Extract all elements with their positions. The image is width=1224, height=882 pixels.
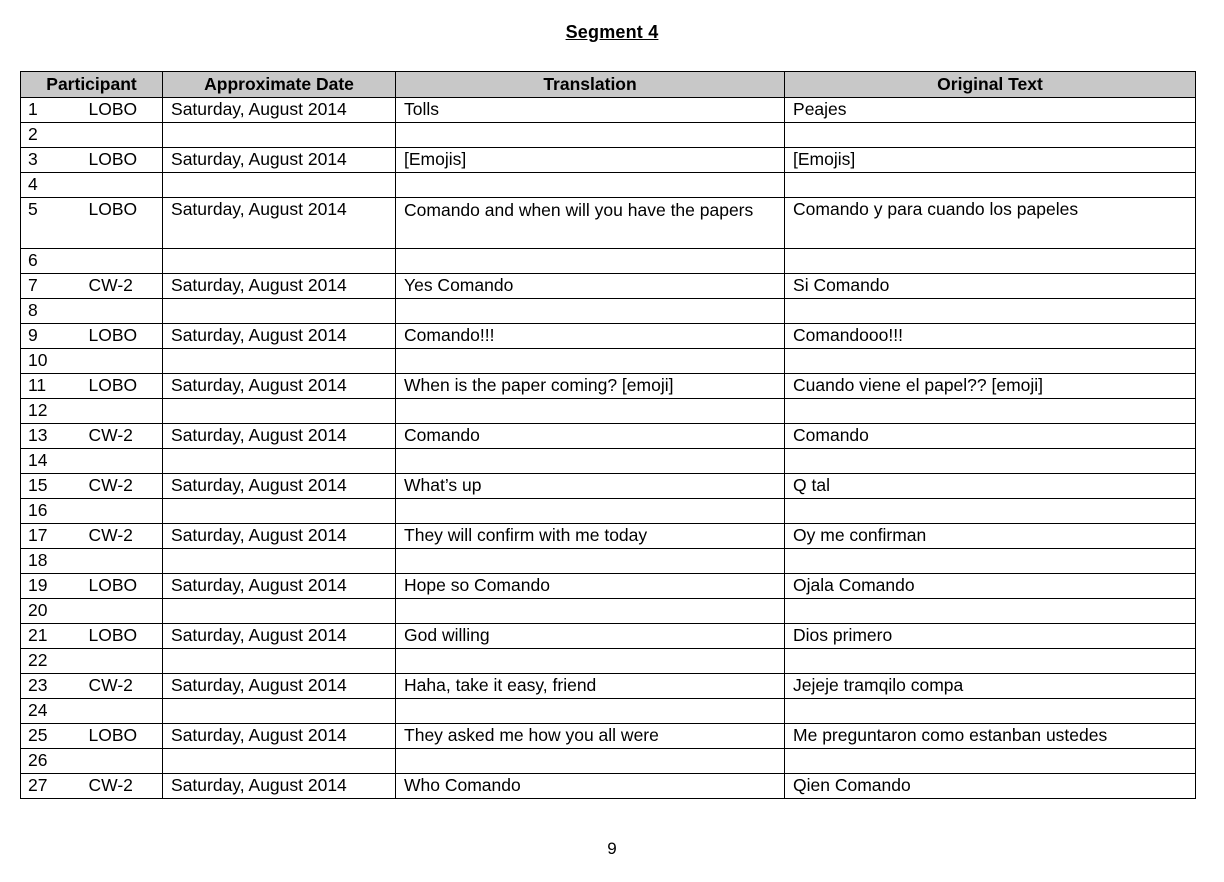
participant-cell (81, 249, 163, 274)
row-number: 3 (21, 148, 81, 173)
participant-cell (81, 599, 163, 624)
participant-cell (81, 699, 163, 724)
original-text-cell (785, 549, 1196, 574)
translation-cell (396, 299, 785, 324)
date-cell (163, 249, 396, 274)
participant-cell: LOBO (81, 724, 163, 749)
header-translation: Translation (396, 72, 785, 98)
row-number: 6 (21, 249, 81, 274)
original-text-cell: Si Comando (785, 274, 1196, 299)
row-number: 14 (21, 449, 81, 474)
row-number: 23 (21, 674, 81, 699)
transcript-table (20, 71, 1196, 799)
table-row (21, 774, 1196, 799)
row-number: 21 (21, 624, 81, 649)
translation-cell: [Emojis] (396, 148, 785, 173)
row-number: 25 (21, 724, 81, 749)
table-row (21, 249, 1196, 274)
participant-cell: CW-2 (81, 774, 163, 799)
row-number: 24 (21, 699, 81, 724)
date-cell (163, 123, 396, 148)
table-row (21, 449, 1196, 474)
original-text-cell (785, 699, 1196, 724)
original-text-cell (785, 749, 1196, 774)
table-row (21, 649, 1196, 674)
table-row (21, 98, 1196, 123)
participant-cell: LOBO (81, 574, 163, 599)
translation-cell (396, 249, 785, 274)
row-number: 15 (21, 474, 81, 499)
original-text-cell (785, 299, 1196, 324)
row-number: 10 (21, 349, 81, 374)
date-cell: Saturday, August 2014 (163, 148, 396, 173)
original-text-cell: Comandooo!!! (785, 324, 1196, 349)
original-text-cell: Qien Comando (785, 774, 1196, 799)
participant-cell: CW-2 (81, 524, 163, 549)
date-cell: Saturday, August 2014 (163, 574, 396, 599)
original-text-cell (785, 499, 1196, 524)
table-row (21, 324, 1196, 349)
translation-cell: Who Comando (396, 774, 785, 799)
header-approximate-date: Approximate Date (163, 72, 396, 98)
row-number: 2 (21, 123, 81, 148)
row-number: 26 (21, 749, 81, 774)
date-cell (163, 549, 396, 574)
translation-cell (396, 599, 785, 624)
original-text-cell: [Emojis] (785, 148, 1196, 173)
date-cell (163, 399, 396, 424)
table-row (21, 299, 1196, 324)
table-row (21, 599, 1196, 624)
original-text-cell: Comando (785, 424, 1196, 449)
header-row (21, 72, 1196, 98)
original-text-cell: Dios primero (785, 624, 1196, 649)
date-cell (163, 599, 396, 624)
row-number: 9 (21, 324, 81, 349)
table-row (21, 499, 1196, 524)
row-number: 4 (21, 173, 81, 198)
original-text-cell: Jejeje tramqilo compa (785, 674, 1196, 699)
date-cell (163, 699, 396, 724)
date-cell: Saturday, August 2014 (163, 374, 396, 399)
original-text-cell: Comando y para cuando los papeles (785, 198, 1196, 249)
date-cell (163, 749, 396, 774)
date-cell (163, 649, 396, 674)
date-cell: Saturday, August 2014 (163, 674, 396, 699)
participant-cell: LOBO (81, 324, 163, 349)
row-number: 8 (21, 299, 81, 324)
row-number: 11 (21, 374, 81, 399)
date-cell: Saturday, August 2014 (163, 474, 396, 499)
date-cell: Saturday, August 2014 (163, 624, 396, 649)
translation-cell (396, 449, 785, 474)
date-cell (163, 349, 396, 374)
original-text-cell: Q tal (785, 474, 1196, 499)
participant-cell: CW-2 (81, 674, 163, 699)
participant-cell (81, 299, 163, 324)
participant-cell (81, 749, 163, 774)
translation-cell (396, 699, 785, 724)
page-number: 9 (607, 839, 617, 858)
date-cell: Saturday, August 2014 (163, 524, 396, 549)
original-text-cell (785, 449, 1196, 474)
table-row (21, 148, 1196, 173)
participant-cell: LOBO (81, 624, 163, 649)
participant-cell (81, 123, 163, 148)
row-number: 27 (21, 774, 81, 799)
translation-cell (396, 549, 785, 574)
participant-cell: CW-2 (81, 474, 163, 499)
original-text-cell (785, 173, 1196, 198)
translation-cell: Comando (396, 424, 785, 449)
translation-cell (396, 399, 785, 424)
translation-cell (396, 499, 785, 524)
original-text-cell (785, 249, 1196, 274)
date-cell (163, 299, 396, 324)
row-number: 20 (21, 599, 81, 624)
header-participant: Participant (21, 72, 163, 98)
date-cell: Saturday, August 2014 (163, 424, 396, 449)
date-cell: Saturday, August 2014 (163, 198, 396, 249)
row-number: 19 (21, 574, 81, 599)
table-row (21, 123, 1196, 148)
table-row (21, 524, 1196, 549)
participant-cell (81, 349, 163, 374)
table-row (21, 724, 1196, 749)
row-number: 13 (21, 424, 81, 449)
participant-cell: CW-2 (81, 424, 163, 449)
participant-cell (81, 549, 163, 574)
original-text-cell: Me preguntaron como estanban ustedes (785, 724, 1196, 749)
translation-cell: God willing (396, 624, 785, 649)
table-row (21, 274, 1196, 299)
original-text-cell: Peajes (785, 98, 1196, 123)
date-cell (163, 173, 396, 198)
segment-title: Segment 4 (565, 22, 659, 42)
date-cell (163, 499, 396, 524)
row-number: 16 (21, 499, 81, 524)
translation-cell (396, 123, 785, 148)
translation-cell: They will confirm with me today (396, 524, 785, 549)
table-row (21, 173, 1196, 198)
table-row (21, 624, 1196, 649)
date-cell: Saturday, August 2014 (163, 774, 396, 799)
table-row (21, 374, 1196, 399)
table-row (21, 549, 1196, 574)
table-row (21, 349, 1196, 374)
participant-cell: LOBO (81, 148, 163, 173)
table-row (21, 699, 1196, 724)
participant-cell (81, 173, 163, 198)
translation-cell: Comando!!! (396, 324, 785, 349)
participant-cell: CW-2 (81, 274, 163, 299)
row-number: 5 (21, 198, 81, 249)
original-text-cell (785, 349, 1196, 374)
table-row (21, 749, 1196, 774)
participant-cell (81, 499, 163, 524)
participant-cell (81, 399, 163, 424)
date-cell: Saturday, August 2014 (163, 274, 396, 299)
translation-cell: When is the paper coming? [emoji] (396, 374, 785, 399)
original-text-cell: Ojala Comando (785, 574, 1196, 599)
original-text-cell: Oy me confirman (785, 524, 1196, 549)
translation-cell: What’s up (396, 474, 785, 499)
date-cell: Saturday, August 2014 (163, 98, 396, 123)
translation-cell: Haha, take it easy, friend (396, 674, 785, 699)
translation-cell: Tolls (396, 98, 785, 123)
table-row (21, 674, 1196, 699)
participant-cell (81, 649, 163, 674)
table-row (21, 474, 1196, 499)
row-number: 18 (21, 549, 81, 574)
row-number: 17 (21, 524, 81, 549)
original-text-cell (785, 649, 1196, 674)
table-row (21, 198, 1196, 249)
translation-cell: Yes Comando (396, 274, 785, 299)
table-row (21, 399, 1196, 424)
original-text-cell (785, 599, 1196, 624)
original-text-cell: Cuando viene el papel?? [emoji] (785, 374, 1196, 399)
table-body (21, 98, 1196, 799)
row-number: 7 (21, 274, 81, 299)
date-cell (163, 449, 396, 474)
translation-cell: Comando and when will you have the papers (396, 198, 785, 249)
translation-cell (396, 649, 785, 674)
date-cell: Saturday, August 2014 (163, 324, 396, 349)
participant-cell (81, 449, 163, 474)
table-header (21, 72, 1196, 98)
header-original-text: Original Text (785, 72, 1196, 98)
table-row (21, 574, 1196, 599)
participant-cell: LOBO (81, 198, 163, 249)
row-number: 12 (21, 399, 81, 424)
date-cell: Saturday, August 2014 (163, 724, 396, 749)
translation-cell (396, 173, 785, 198)
original-text-cell (785, 399, 1196, 424)
participant-cell: LOBO (81, 98, 163, 123)
participant-cell: LOBO (81, 374, 163, 399)
translation-cell: They asked me how you all were (396, 724, 785, 749)
original-text-cell (785, 123, 1196, 148)
row-number: 22 (21, 649, 81, 674)
translation-cell (396, 349, 785, 374)
translation-cell: Hope so Comando (396, 574, 785, 599)
row-number: 1 (21, 98, 81, 123)
translation-cell (396, 749, 785, 774)
table-row (21, 424, 1196, 449)
